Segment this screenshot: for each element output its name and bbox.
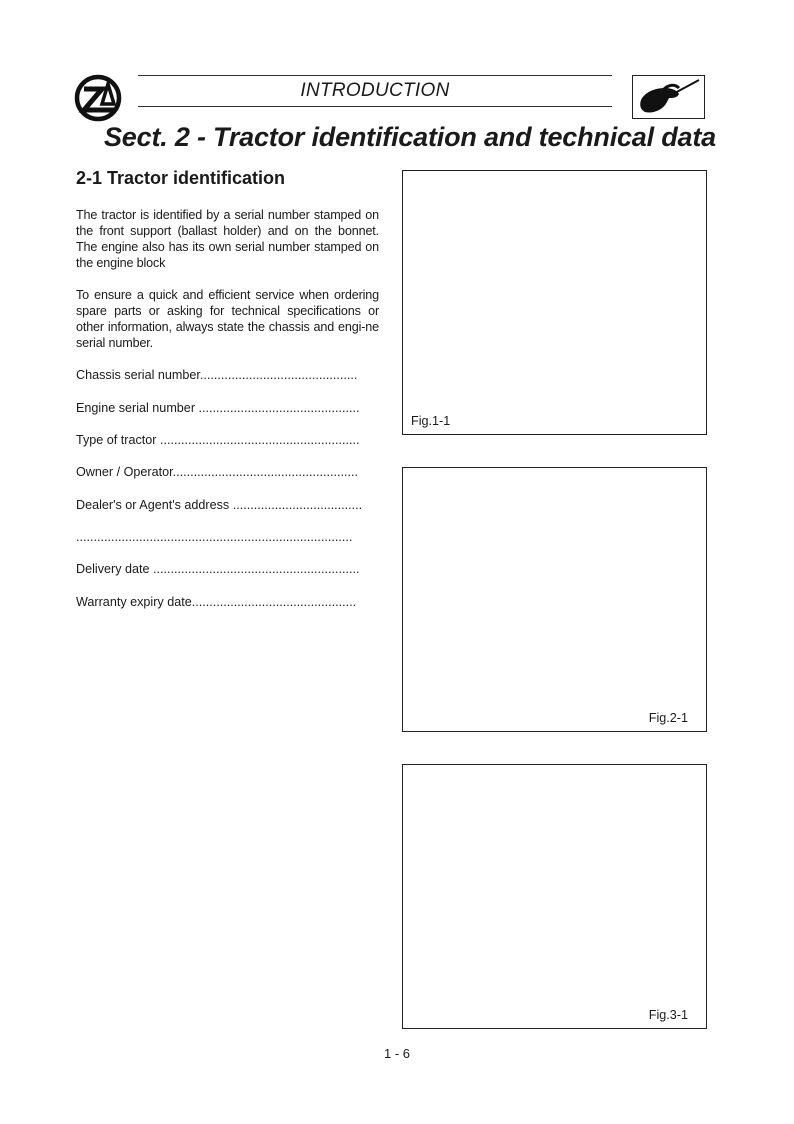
brand-logo-icon: [74, 74, 124, 122]
service-paragraph: To ensure a quick and efficient service when ordering spare parts or asking for technical specifications or other information, always state the chassis and engi-ne serial number.: [76, 288, 379, 350]
field-fill: ...............................................: [191, 595, 357, 609]
figure-box-2: [402, 467, 707, 732]
header-title: INTRODUCTION: [300, 80, 450, 101]
field-fill: ..............................................: [195, 401, 360, 415]
header-rule-top: [138, 75, 612, 76]
field-fill: .............................................: [199, 368, 358, 382]
subsection-heading: 2-1 Tractor identification: [76, 168, 286, 188]
figure-caption: Fig.1-1: [411, 414, 451, 428]
owner-operator-field: [76, 464, 379, 480]
field-fill: .........................................................: [156, 433, 360, 447]
page-number: 1 - 6: [383, 1046, 410, 1061]
header-rule-bottom: [138, 106, 612, 107]
intro-paragraph: The tractor is identified by a serial number stamped on the front support (ballast holder) and on the bonnet. The engine also has its own serial number stamped on the engine block: [76, 208, 379, 270]
dealer-address-field: [76, 497, 379, 513]
field-label: Warranty expiry date: [76, 595, 192, 609]
hand-icon-box: [632, 75, 705, 119]
field-fill: .....................................: [229, 498, 363, 512]
engine-serial-field: [76, 400, 379, 416]
dealer-address-continuation: [76, 529, 379, 545]
figure-box-3: [402, 764, 707, 1029]
field-fill: ...........................................................: [149, 562, 360, 576]
field-label: Engine serial number: [76, 401, 196, 415]
field-fill: ...............................................................................: [76, 530, 353, 544]
figure-caption: Fig.2-1: [648, 711, 688, 725]
tractor-type-field: [76, 432, 379, 448]
field-label: Chassis serial number: [76, 368, 200, 382]
hand-wrench-icon: [633, 76, 704, 118]
figure-box-1: [402, 170, 707, 435]
delivery-date-field: [76, 561, 379, 577]
field-label: Dealer's or Agent's address: [76, 498, 230, 512]
warranty-expiry-field: [76, 594, 379, 610]
figure-caption: Fig.3-1: [648, 1008, 688, 1022]
section-title: Sect. 2 - Tractor identification and technical data: [104, 122, 716, 152]
chassis-serial-field: [76, 367, 379, 383]
field-fill: .....................................................: [172, 465, 359, 479]
field-label: Owner / Operator: [76, 465, 173, 479]
field-label: Delivery date: [76, 562, 150, 576]
field-label: Type of tractor: [76, 433, 157, 447]
